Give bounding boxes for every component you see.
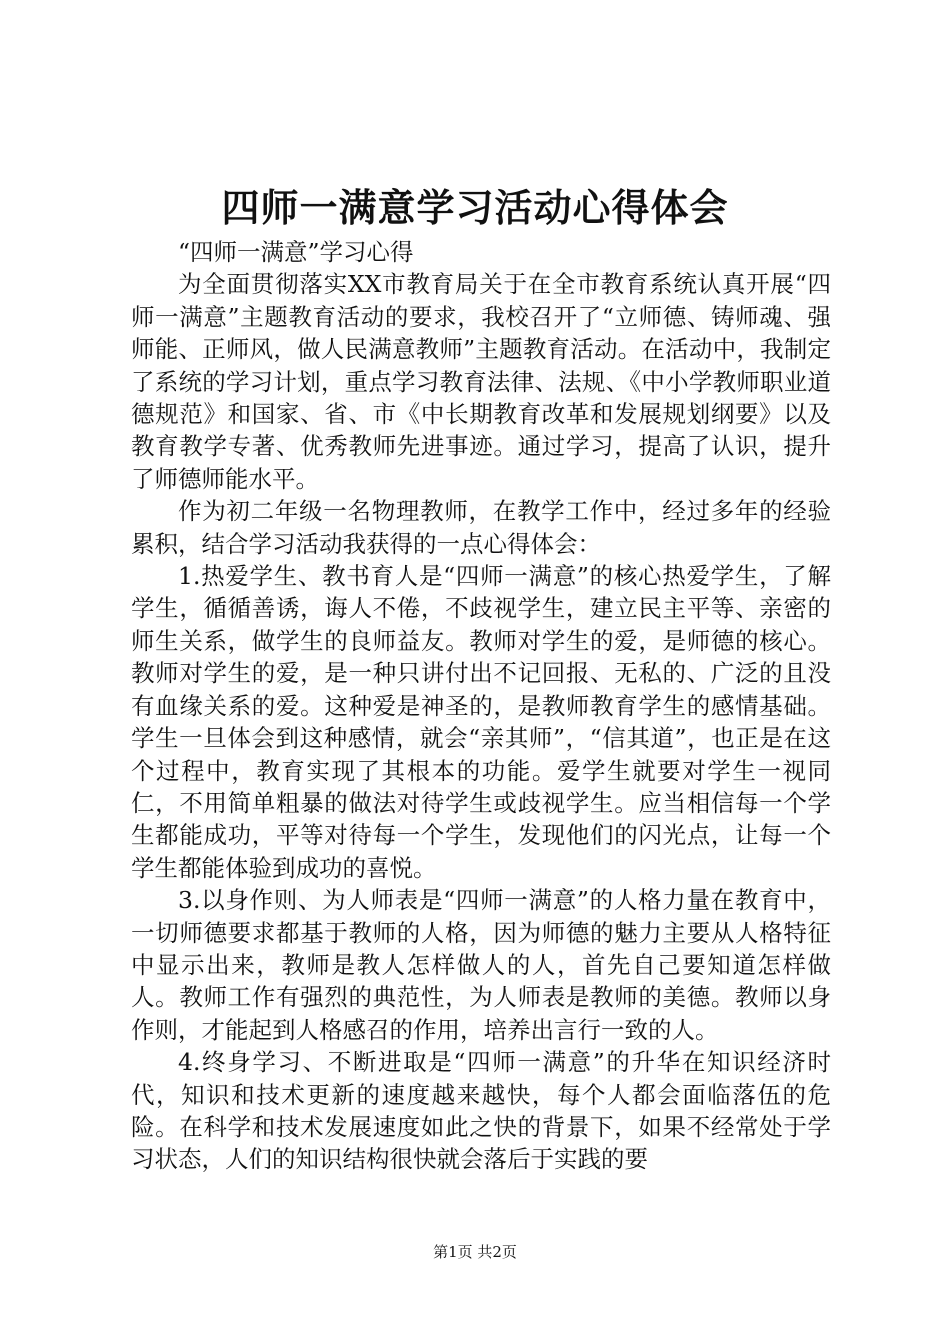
paragraph: 作为初二年级一名物理教师，在教学工作中，经过多年的经验累积，结合学习活动我获得的一点心得体会：: [131, 497, 831, 558]
document-title: 四师一满意学习活动心得体会: [221, 185, 729, 230]
page-number-footer: 第1页 共2页: [433, 1243, 517, 1261]
paragraph: 为全面贯彻落实XX市教育局关于在全市教育系统认真开展“四师一满意”主题教育活动的要求，我校召开了“立师德、铸师魂、强师能、正师风，做人民满意教师”主题教育活动。在活动中，我制定了系统的学习计划，重点学习教育法律、法规、《中小学教师职业道德规范》和国家、省、市《中长期教育改革和发展规划纲要》以及教育教学专著、优秀教师先进事迹。通过学习，提高了认识，提升了师德师能水平。: [131, 270, 831, 493]
paragraph: 4.终身学习、不断进取是“四师一满意”的升华在知识经济时代，知识和技术更新的速度越来越快，每个人都会面临落伍的危险。在科学和技术发展速度如此之快的背景下，如果不经常处于学习状态，人们的知识结构很快就会落后于实践的要: [131, 1048, 831, 1174]
paragraph: 3.以身作则、为人师表是“四师一满意”的人格力量在教育中，一切师德要求都基于教师的人格，因为师德的魅力主要从人格特征中显示出来，教师是教人怎样做人的人，首先自己要知道怎样做人。教师工作有强烈的典范性，为人师表是教师的美德。教师以身作则，才能起到人格感召的作用，培养出言行一致的人。: [131, 886, 831, 1044]
paragraph-subtitle: “四师一满意”学习心得: [178, 238, 414, 266]
document-body: [131, 236, 831, 1176]
paragraph: 1.热爱学生、教书育人是“四师一满意”的核心热爱学生，了解学生，循循善诱，诲人不倦，不歧视学生，建立民主平等、亲密的师生关系，做学生的良师益友。教师对学生的爱，是师德的核心。教师对学生的爱，是一种只讲付出不记回报、无私的、广泛的且没有血缘关系的爱。这种爱是神圣的，是教师教育学生的感情基础。学生一旦体会到这种感情，就会“亲其师”，“信其道”，也正是在这个过程中，教育实现了其根本的功能。爱学生就要对学生一视同仁，不用简单粗暴的做法对待学生或歧视学生。应当相信每一个学生都能成功，平等对待每一个学生，发现他们的闪光点，让每一个学生都能体验到成功的喜悦。: [131, 562, 831, 882]
